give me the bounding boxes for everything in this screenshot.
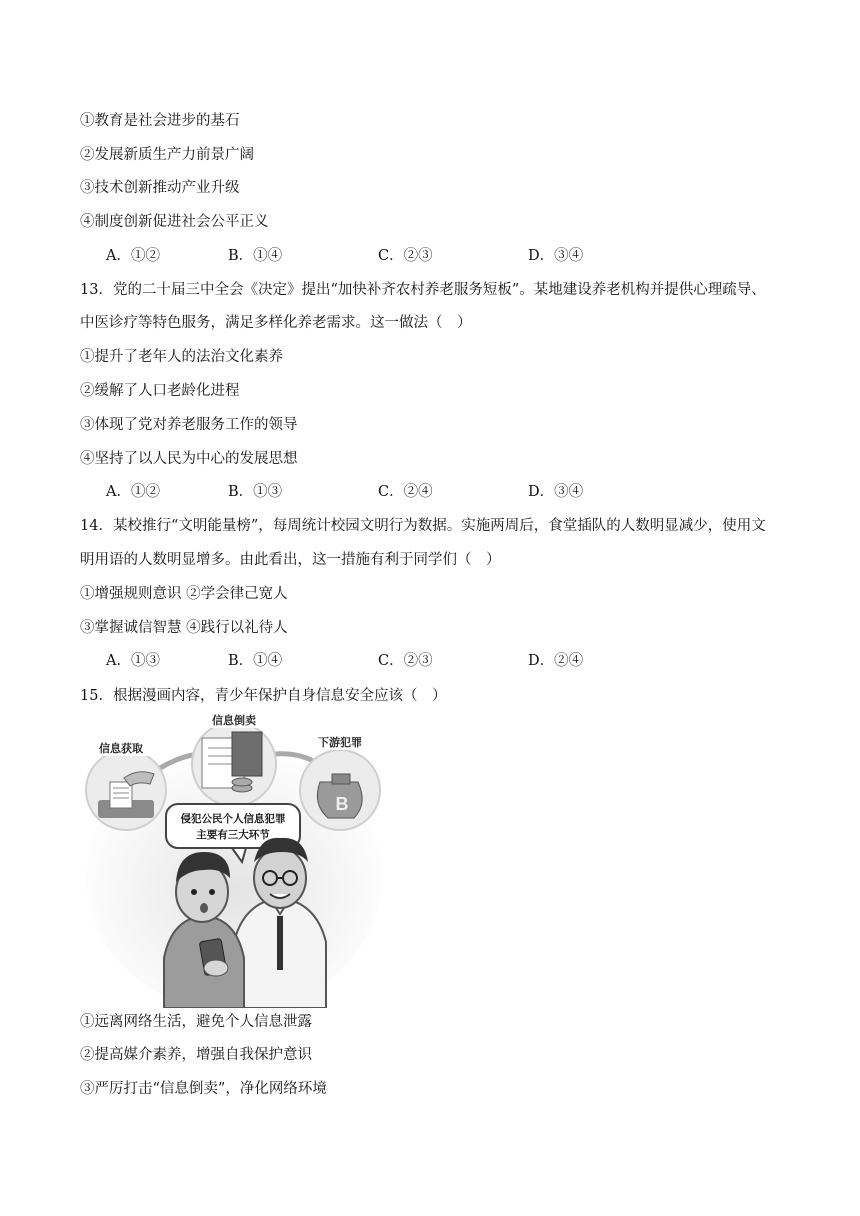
q15-item-2: ②提高媒介素养，增强自我保护意识 xyxy=(80,1047,312,1063)
q15-item-1: ①远离网络生活，避免个人信息泄露 xyxy=(80,1014,312,1030)
q14-option-d[interactable]: D．②④ xyxy=(528,653,584,669)
q14-option-c[interactable]: C．②③ xyxy=(378,653,433,669)
q15-stem: 15．根据漫画内容，青少年保护自身信息安全应该（ ） xyxy=(80,688,447,704)
q14-option-a[interactable]: A．①③ xyxy=(106,653,160,669)
q12-item-4: ④制度创新促进社会公平正义 xyxy=(80,214,269,230)
q13-option-b[interactable]: B．①③ xyxy=(228,484,283,500)
q12-option-d[interactable]: D．③④ xyxy=(528,248,584,264)
bubble-line-1: 侵犯公民个人信息犯罪 xyxy=(180,813,286,825)
info-acquisition-panel xyxy=(86,740,166,830)
q13-item-1: ①提升了老年人的法治文化素养 xyxy=(80,349,283,365)
q13-item-3: ③体现了党对养老服务工作的领导 xyxy=(80,417,298,433)
q13-option-c[interactable]: C．②④ xyxy=(378,484,433,500)
q14-item-1: ①增强规则意识 ②学会律己宽人 xyxy=(80,586,288,602)
q13-item-2: ②缓解了人口老龄化进程 xyxy=(80,383,240,399)
q13-option-d[interactable]: D．③④ xyxy=(528,484,584,500)
q13-stem-line2: 中医诊疗等特色服务，满足多样化养老需求。这一做法（ ） xyxy=(80,315,472,331)
q12-option-a[interactable]: A．①② xyxy=(106,248,160,264)
q14-item-2: ③掌握诚信智慧 ④践行以礼待人 xyxy=(80,620,288,636)
label-info-reselling: 信息倒卖 xyxy=(212,715,256,727)
q13-stem-line1: 13．党的二十届三中全会《决定》提出“加快补齐农村养老服务短板”。某地建设养老机构并提供心理疏导、 xyxy=(80,282,766,298)
comic-illustration xyxy=(84,712,384,1008)
downstream-crime-panel xyxy=(300,734,380,830)
q14-stem-line1: 14．某校推行“文明能量榜”，每周统计校园文明行为数据。实施两周后，食堂插队的人数明显减少，使用文 xyxy=(80,518,766,534)
q13-item-4: ④坚持了以人民为中心的发展思想 xyxy=(80,451,298,467)
label-downstream-crime: 下游犯罪 xyxy=(318,737,362,749)
q13-option-a[interactable]: A．①② xyxy=(106,484,160,500)
info-reselling-panel xyxy=(192,712,276,806)
q12-item-3: ③技术创新推动产业升级 xyxy=(80,180,240,196)
q15-item-3: ③严厉打击“信息倒卖”，净化网络环境 xyxy=(80,1081,327,1097)
label-info-acquisition: 信息获取 xyxy=(99,743,143,755)
svg-text:B: B xyxy=(335,794,349,814)
q14-stem-line2: 明用语的人数明显增多。由此看出，这一措施有利于同学们（ ） xyxy=(80,552,501,568)
q12-option-b[interactable]: B．①④ xyxy=(228,248,283,264)
q12-item-2: ②发展新质生产力前景广阔 xyxy=(80,147,254,163)
q12-item-1: ①教育是社会进步的基石 xyxy=(80,113,240,129)
bubble-line-2: 主要有三大环节 xyxy=(196,829,270,841)
q12-option-c[interactable]: C．②③ xyxy=(378,248,433,264)
q14-option-b[interactable]: B．①④ xyxy=(228,653,283,669)
